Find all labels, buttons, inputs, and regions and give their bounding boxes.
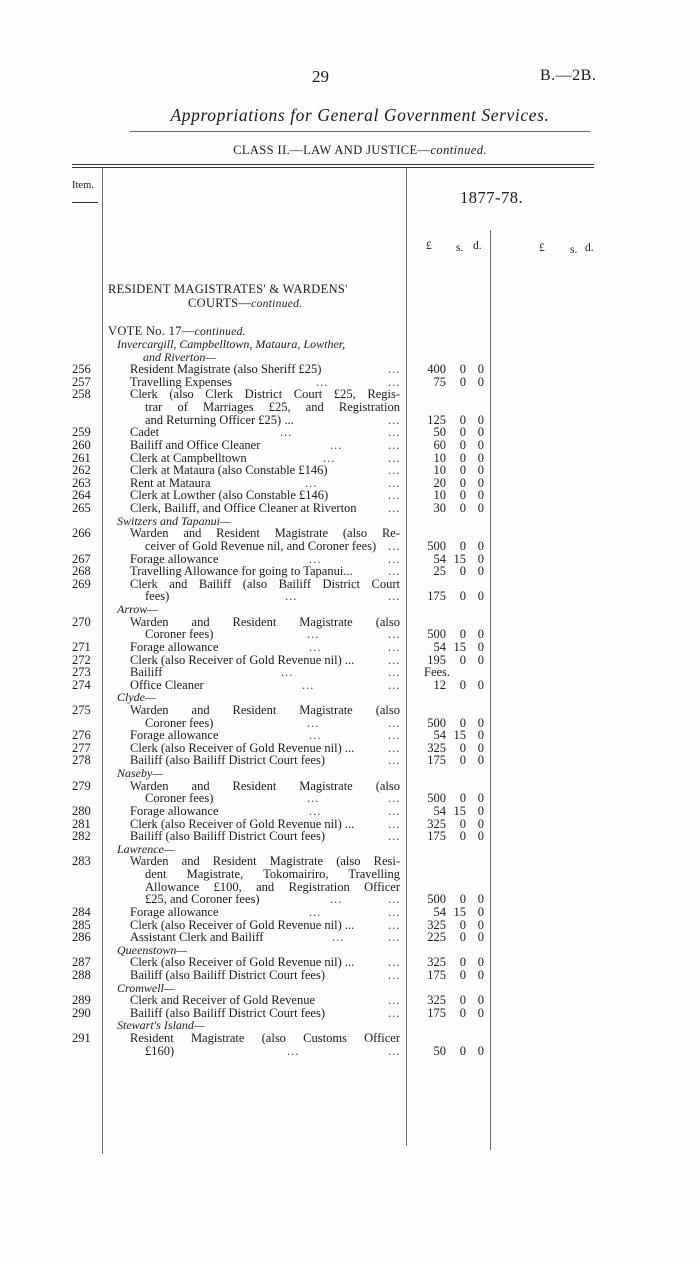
amount-pounds: 175: [427, 829, 446, 844]
amount-pounds: 175: [427, 1005, 446, 1020]
dot-leader: ...: [388, 463, 401, 478]
item-description: Warden and Resident Magistrate (also Resi-: [130, 854, 400, 869]
item-number: 263: [72, 475, 91, 490]
item-number: 261: [72, 450, 91, 465]
item-number: 274: [72, 677, 91, 692]
amount-pounds: 175: [427, 968, 446, 982]
amount-shillings: 15: [453, 639, 466, 654]
col2-shillings-header: s.: [570, 244, 578, 256]
dot-leader: ...: [388, 715, 401, 730]
amount-shillings: 0: [459, 437, 466, 452]
item-number: 257: [72, 374, 91, 389]
item-number: 264: [72, 488, 91, 503]
amount-pounds: 54: [433, 904, 446, 919]
amount-shillings: 0: [459, 501, 466, 516]
item-description: Clerk (also Receiver of Gold Revenue nil) ...: [130, 955, 355, 970]
item-number: 286: [72, 930, 91, 945]
amount-shillings: 15: [453, 551, 466, 566]
dot-leader: ...: [285, 589, 298, 604]
dot-leader: ...: [309, 639, 322, 654]
amount-pence: 0: [477, 715, 484, 730]
dot-leader: ...: [388, 955, 401, 970]
item-description: Clerk and Bailiff (also Bailiff District Court: [130, 576, 400, 591]
amount-shillings: 0: [459, 829, 466, 844]
dot-leader: ...: [330, 437, 343, 452]
amount-shillings: 0: [459, 677, 466, 692]
amount-pence: 0: [477, 892, 484, 907]
dot-leader: ...: [388, 917, 401, 932]
dot-leader: ...: [309, 728, 322, 743]
item-number: 271: [72, 639, 91, 654]
amount-shillings: 0: [459, 475, 466, 490]
section-title-suffix: continued.: [251, 298, 303, 310]
dot-leader: ...: [388, 589, 401, 604]
amount-shillings: 15: [453, 728, 466, 743]
page-number: 29: [312, 67, 329, 86]
item-number: 291: [72, 1031, 91, 1046]
dot-leader: ...: [307, 627, 320, 642]
amount-pence: 0: [477, 538, 484, 553]
item-number: 272: [72, 652, 91, 667]
item-number: 281: [72, 816, 91, 831]
item-description: Clerk (also Receiver of Gold Revenue nil) ...: [130, 816, 355, 831]
item-number: 260: [72, 437, 91, 452]
amount-pence: 0: [477, 374, 484, 389]
dot-leader: ...: [388, 728, 401, 743]
amount-shillings: 0: [459, 425, 466, 440]
dot-leader: ...: [388, 538, 401, 553]
item-number: 256: [72, 362, 91, 377]
item-description: Clerk at Lowther (also Constable £146): [130, 488, 329, 503]
item-number: 258: [72, 387, 91, 402]
dot-leader: ...: [388, 791, 401, 806]
amount-shillings: 0: [459, 589, 466, 604]
item-description: Travelling Allowance for going to Tapanui...: [130, 564, 353, 579]
dot-leader: ...: [280, 425, 293, 440]
dot-leader: ...: [388, 930, 401, 945]
amount-pence: 0: [477, 425, 484, 440]
item-description: Coroner fees): [145, 791, 214, 806]
item-number: 289: [72, 993, 91, 1008]
amount-pounds: 325: [427, 740, 446, 755]
amount-pounds: 30: [433, 501, 446, 516]
amount-pounds: 54: [433, 551, 446, 566]
item-description: and Returning Officer £25) ...: [145, 412, 294, 427]
item-description: Clerk (also Receiver of Gold Revenue nil) ...: [130, 740, 355, 755]
item-description: Clerk, Bailiff, and Office Cleaner at Riverton: [130, 501, 357, 516]
amount-pence: 0: [477, 501, 484, 516]
amount-shillings: 0: [459, 362, 466, 377]
amount-pounds: 10: [433, 488, 446, 503]
sub-heading: Queenstown—: [117, 942, 187, 957]
amount-pence: 0: [477, 993, 484, 1008]
section-title: RESIDENT MAGISTRATES' & WARDENS': [108, 282, 348, 296]
amount-pence: 0: [477, 803, 484, 818]
item-description: Clerk at Campbelltown: [130, 450, 247, 465]
amount-shillings: 0: [459, 1005, 466, 1020]
dot-leader: ...: [388, 677, 401, 692]
item-number: 268: [72, 564, 91, 579]
amount-pounds: 500: [427, 892, 446, 907]
dot-leader: ...: [316, 374, 329, 389]
item-description: Coroner fees): [145, 627, 214, 642]
amount-pence: 0: [477, 791, 484, 806]
dot-leader: ...: [309, 904, 322, 919]
item-number: 284: [72, 904, 91, 919]
item-number: 279: [72, 778, 91, 793]
amount-pounds: 500: [427, 627, 446, 642]
sub-heading: Naseby—: [117, 766, 163, 781]
page-title: Appropriations for General Government Services.: [170, 105, 550, 125]
class-heading-text: CLASS II.—LAW AND JUSTICE—: [233, 143, 431, 157]
table-top-rule-2: [72, 167, 594, 168]
amount-pounds: 10: [433, 450, 446, 465]
amount-shillings: 0: [459, 955, 466, 970]
amount-pence: 0: [477, 968, 484, 982]
dot-leader: ...: [307, 715, 320, 730]
col1-pence-header: d.: [473, 240, 482, 252]
item-description: Warden and Resident Magistrate (also Re-: [130, 526, 400, 541]
item-number: 282: [72, 829, 91, 844]
dot-leader: ...: [388, 475, 401, 490]
dot-leader: ...: [309, 551, 322, 566]
dot-leader: ...: [388, 488, 401, 503]
amount-pounds: 325: [427, 917, 446, 932]
item-description: Rent at Mataura: [130, 475, 211, 490]
item-description: Bailiff (also Bailiff District Court fees): [130, 1005, 325, 1020]
amount-shillings: 0: [459, 791, 466, 806]
amount-shillings: 0: [459, 463, 466, 478]
sub-heading: Stewart's Island—: [117, 1018, 205, 1033]
amount-pounds: 325: [427, 816, 446, 831]
item-column-header: Item.: [72, 180, 94, 191]
amount-shillings: 0: [459, 816, 466, 831]
amount-pence: 0: [477, 639, 484, 654]
amount-pence: 0: [477, 589, 484, 604]
section-title-continued: [188, 296, 302, 311]
item-number: 280: [72, 803, 91, 818]
item-description: Resident Magistrate (also Customs Officer: [130, 1031, 400, 1046]
amount-shillings: 0: [459, 627, 466, 642]
dot-leader: ...: [388, 1005, 401, 1020]
item-description: Forage allowance: [130, 728, 219, 743]
item-description: Clerk (also Clerk District Court £25, Regis-: [130, 387, 400, 402]
dot-leader: ...: [388, 425, 401, 440]
amount-shillings: 0: [459, 753, 466, 768]
amount-pence: 0: [477, 463, 484, 478]
amount-shillings: 0: [459, 538, 466, 553]
amount-shillings: 0: [459, 892, 466, 907]
item-number: 288: [72, 968, 91, 982]
amount-pounds: 20: [433, 475, 446, 490]
item-description: Bailiff: [130, 665, 163, 680]
amount-pence: 0: [477, 955, 484, 970]
dot-leader: ...: [388, 993, 401, 1008]
amount-pence: 0: [477, 816, 484, 831]
sub-heading: Cromwell—: [117, 980, 175, 995]
dot-leader: ...: [388, 362, 401, 377]
dot-leader: ...: [388, 450, 401, 465]
amount-shillings: 0: [459, 930, 466, 945]
dot-leader: ...: [388, 829, 401, 844]
amount-pounds: 325: [427, 993, 446, 1008]
amount-pence: 0: [477, 930, 484, 945]
item-description: Forage allowance: [130, 904, 219, 919]
amount-pounds: 325: [427, 955, 446, 970]
item-number: 273: [72, 665, 91, 680]
amount-column-rule: [490, 230, 491, 1150]
dot-leader: ...: [388, 816, 401, 831]
amount-pence: 0: [477, 1043, 484, 1058]
amount-pence: 0: [477, 753, 484, 768]
amount-pounds: 50: [433, 425, 446, 440]
dot-leader: ...: [388, 412, 401, 427]
item-description: Clerk (also Receiver of Gold Revenue nil) ...: [130, 652, 355, 667]
item-number: 267: [72, 551, 91, 566]
dot-leader: ...: [388, 437, 401, 452]
item-description: ceiver of Gold Revenue nil, and Coroner fees): [145, 538, 377, 553]
item-description: Bailiff and Office Cleaner: [130, 437, 261, 452]
sub-heading: Lawrence—: [117, 841, 175, 856]
amount-shillings: 0: [459, 968, 466, 982]
amount-pounds: 400: [427, 362, 446, 377]
dot-leader: ...: [388, 374, 401, 389]
item-description: Allowance £100, and Registration Officer: [145, 879, 400, 894]
dot-leader: ...: [388, 1043, 401, 1058]
table-top-rule: [72, 164, 594, 165]
item-number: 262: [72, 463, 91, 478]
dot-leader: ...: [388, 652, 401, 667]
amount-pounds: 25: [433, 564, 446, 579]
amount-pounds: 54: [433, 639, 446, 654]
class-heading-suffix: continued.: [430, 143, 487, 157]
amount-pounds: 500: [427, 715, 446, 730]
sub-heading: and Riverton—: [143, 349, 216, 364]
item-description: Office Cleaner: [130, 677, 204, 692]
amount-pence: 0: [477, 917, 484, 932]
amount-pence: 0: [477, 677, 484, 692]
item-number: 259: [72, 425, 91, 440]
item-description: trar of Marriages £25, and Registration: [145, 400, 400, 415]
dot-leader: ...: [388, 892, 401, 907]
dot-leader: ...: [388, 665, 401, 680]
item-description: Warden and Resident Magistrate (also: [130, 778, 400, 793]
item-description: fees): [145, 589, 170, 604]
amount-note: Fees.: [424, 665, 451, 680]
item-description: Forage allowance: [130, 803, 219, 818]
amount-pounds: 75: [433, 374, 446, 389]
item-description: dent Magistrate, Tokomairiro, Travelling: [145, 867, 400, 882]
amount-pence: 0: [477, 551, 484, 566]
description-column-rule: [406, 168, 407, 1146]
sub-heading: Switzers and Tapanui—: [117, 513, 231, 528]
amount-pence: 0: [477, 450, 484, 465]
amount-pence: 0: [477, 362, 484, 377]
sub-heading: Invercargill, Campbelltown, Mataura, Lowther,: [117, 337, 346, 351]
amount-pence: 0: [477, 904, 484, 919]
amount-shillings: 0: [459, 917, 466, 932]
amount-pounds: 10: [433, 463, 446, 478]
item-number: 290: [72, 1005, 91, 1020]
dot-leader: ...: [330, 892, 343, 907]
amount-pounds: 125: [427, 412, 446, 427]
year-header: 1877-78.: [460, 188, 524, 207]
item-description: Travelling Expenses: [130, 374, 232, 389]
item-number: 285: [72, 917, 91, 932]
amount-shillings: 0: [459, 740, 466, 755]
amount-shillings: 15: [453, 803, 466, 818]
dot-leader: ...: [307, 791, 320, 806]
item-description: Forage allowance: [130, 551, 219, 566]
item-description: Bailiff (also Bailiff District Court fees): [130, 753, 325, 768]
amount-shillings: 0: [459, 564, 466, 579]
item-number: 276: [72, 728, 91, 743]
dot-leader: ...: [281, 665, 294, 680]
amount-pounds: 225: [427, 930, 446, 945]
col2-pence-header: d.: [585, 242, 594, 254]
amount-pence: 0: [477, 475, 484, 490]
amount-pounds: 54: [433, 803, 446, 818]
dot-leader: ...: [388, 803, 401, 818]
dot-leader: ...: [388, 904, 401, 919]
dot-leader: ...: [287, 1043, 300, 1058]
item-number: 275: [72, 702, 91, 717]
item-number: 287: [72, 955, 91, 970]
amount-pence: 0: [477, 627, 484, 642]
amount-shillings: 0: [459, 450, 466, 465]
item-description: Warden and Resident Magistrate (also: [130, 614, 400, 629]
item-description: Cadet: [130, 425, 160, 440]
amount-pounds: 12: [433, 677, 446, 692]
vote-number: VOTE No. 17—: [108, 324, 195, 338]
amount-pence: 0: [477, 1005, 484, 1020]
amount-pounds: 175: [427, 753, 446, 768]
amount-pence: 0: [477, 652, 484, 667]
item-number: 278: [72, 753, 91, 768]
col2-pounds-header: £: [539, 242, 545, 254]
dot-leader: ...: [388, 551, 401, 566]
item-description: Coroner fees): [145, 715, 214, 730]
item-description: £160): [145, 1043, 175, 1058]
item-number: 277: [72, 740, 91, 755]
item-number: 265: [72, 501, 91, 516]
dot-leader: ...: [323, 450, 336, 465]
amount-pence: 0: [477, 829, 484, 844]
item-description: Bailiff (also Bailiff District Court fees): [130, 968, 325, 982]
item-description: Clerk (also Receiver of Gold Revenue nil) ...: [130, 917, 355, 932]
amount-shillings: 0: [459, 488, 466, 503]
amount-pounds: 195: [427, 652, 446, 667]
amount-shillings: 0: [459, 993, 466, 1008]
dot-leader: ...: [302, 677, 315, 692]
dot-leader: ...: [388, 627, 401, 642]
col1-shillings-header: s.: [456, 242, 464, 254]
dot-leader: ...: [388, 968, 401, 982]
sub-heading: Clyde—: [117, 690, 156, 705]
amount-pence: 0: [477, 728, 484, 743]
item-description: £25, and Coroner fees): [145, 892, 260, 907]
amount-pounds: 60: [433, 437, 446, 452]
amount-shillings: 0: [459, 1043, 466, 1058]
item-description: Warden and Resident Magistrate (also: [130, 702, 400, 717]
dot-leader: ...: [388, 753, 401, 768]
item-description: Clerk and Receiver of Gold Revenue: [130, 993, 316, 1008]
amount-pounds: 50: [433, 1043, 446, 1058]
amount-shillings: 0: [459, 652, 466, 667]
item-column-rule: [102, 168, 103, 1154]
col1-pounds-header: £: [426, 240, 432, 252]
dot-leader: ...: [309, 803, 322, 818]
amount-pence: 0: [477, 488, 484, 503]
item-description: Resident Magistrate (also Sheriff £25): [130, 362, 322, 377]
amount-shillings: 0: [459, 715, 466, 730]
dot-leader: ...: [388, 501, 401, 516]
sub-heading: Arrow—: [117, 602, 158, 617]
amount-pence: 0: [477, 564, 484, 579]
amount-pence: 0: [477, 740, 484, 755]
class-heading: [120, 143, 600, 158]
item-number: 270: [72, 614, 91, 629]
dot-leader: ...: [388, 564, 401, 579]
amount-shillings: 15: [453, 904, 466, 919]
item-description: Forage allowance: [130, 639, 219, 654]
item-description: Clerk at Mataura (also Constable £146): [130, 463, 328, 478]
item-header-underline: [72, 202, 98, 203]
amount-pounds: 500: [427, 538, 446, 553]
amount-shillings: 0: [459, 412, 466, 427]
item-number: 269: [72, 576, 91, 591]
dot-leader: ...: [388, 740, 401, 755]
item-number: 283: [72, 854, 91, 869]
dot-leader: ...: [332, 930, 345, 945]
amount-pence: 0: [477, 437, 484, 452]
item-description: Assistant Clerk and Bailiff: [130, 930, 264, 945]
item-description: Bailiff (also Bailiff District Court fees): [130, 829, 325, 844]
vote-suffix: continued.: [194, 326, 246, 338]
amount-pounds: 175: [427, 589, 446, 604]
title-rule: [130, 131, 590, 132]
amount-pounds: 54: [433, 728, 446, 743]
dot-leader: ...: [388, 639, 401, 654]
amount-pence: 0: [477, 412, 484, 427]
amount-pounds: 500: [427, 791, 446, 806]
document-reference: B.—2B.: [540, 67, 597, 84]
section-title-line2: COURTS—: [188, 296, 252, 310]
amount-shillings: 0: [459, 374, 466, 389]
dot-leader: ...: [305, 475, 318, 490]
item-number: 266: [72, 526, 91, 541]
